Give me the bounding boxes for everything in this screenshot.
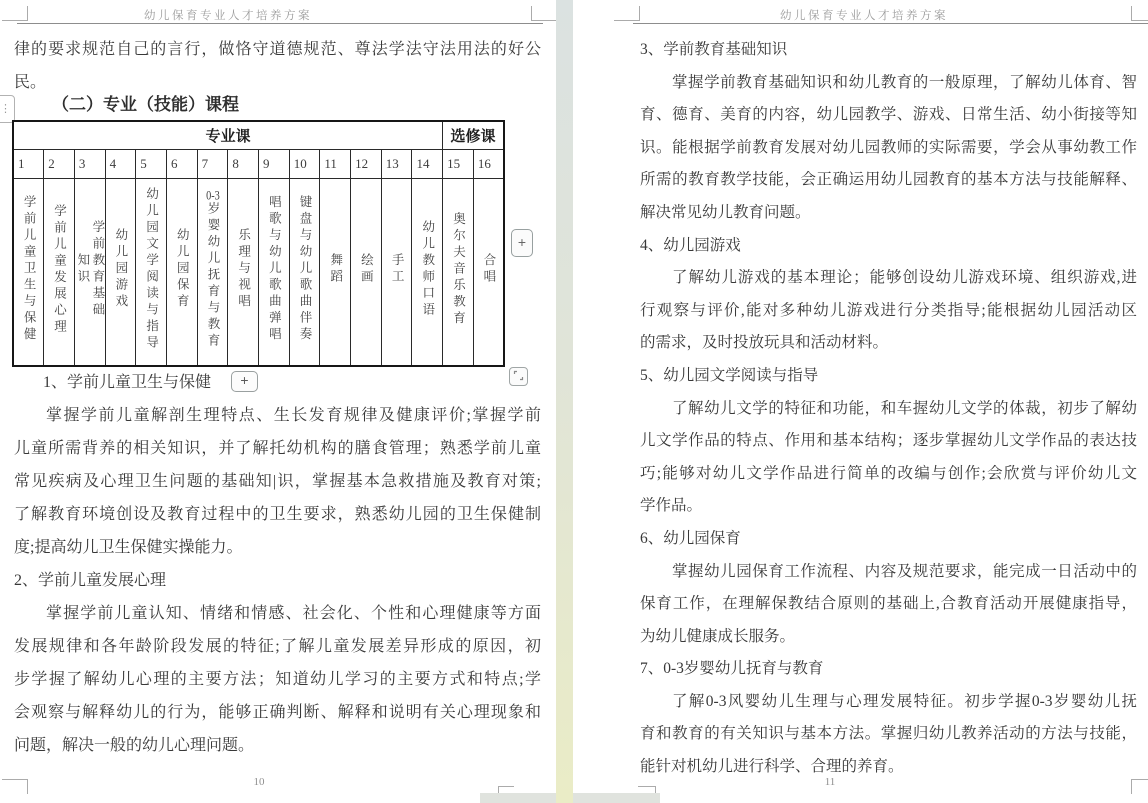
course-name: 舞蹈 bbox=[328, 253, 343, 286]
page-edge-shade bbox=[573, 793, 660, 803]
course-number-cell: 11 bbox=[320, 150, 351, 179]
course-cell bbox=[443, 179, 474, 367]
insert-button[interactable]: + bbox=[231, 371, 258, 392]
course-number-cell: 3 bbox=[74, 150, 105, 179]
course-cell bbox=[289, 179, 320, 367]
text-line: 了解幼儿文学的特征和功能，和车握幼儿文学的体裁，初步了解幼 bbox=[672, 399, 1137, 417]
text-line: 步学握了解幼儿心理的主要方法；知道幼儿学习的主要方式和特点;学 bbox=[14, 671, 541, 688]
course-cell bbox=[381, 179, 412, 367]
course-number-cell: 14 bbox=[412, 150, 443, 179]
course-name: 键盘与幼儿歌曲伴奏 bbox=[298, 195, 313, 344]
section-heading bbox=[14, 366, 541, 399]
body-text-block bbox=[640, 34, 1137, 784]
course-number-cell: 6 bbox=[166, 150, 197, 179]
section-heading-label: 5、幼儿园文学阅读与指导 bbox=[640, 366, 819, 384]
section-heading bbox=[640, 653, 1137, 686]
add-column-button[interactable]: + bbox=[511, 229, 533, 257]
course-name: 0-3岁婴幼儿抚育与教育 bbox=[205, 189, 220, 350]
course-number-cell: 1 bbox=[13, 150, 44, 179]
text-line: 行观察与评价,能对多种幼儿游戏进行分类指导;能根据幼儿园活动区 bbox=[640, 301, 1137, 319]
course-number-cell: 2 bbox=[44, 150, 75, 179]
text-line: 为幼儿健康成长服务。 bbox=[640, 627, 796, 645]
margin-mark-icon bbox=[614, 6, 640, 21]
section-heading-label: 7、0-3岁婴幼儿抚育与教育 bbox=[640, 660, 824, 678]
course-number-cell: 4 bbox=[105, 150, 136, 179]
page-left bbox=[0, 0, 556, 803]
text-line: 学作品。 bbox=[640, 497, 703, 515]
text-line: 所需的教育教学技能，会正确运用幼儿园教育的基本方法与技能解释、 bbox=[640, 171, 1137, 189]
course-cell bbox=[166, 179, 197, 367]
text-line: 问题，解决一般的幼儿心理问题。 bbox=[14, 737, 255, 754]
course-name: 学前儿童卫生与保健 bbox=[22, 195, 37, 344]
text-line: 保育工作，在理解保教结合原则的基础上,合教育活动开展健康指导， bbox=[640, 595, 1137, 613]
page-number: 11 bbox=[824, 776, 836, 788]
text-line: 了解幼儿游戏的基本理论；能够创设幼儿游戏环境、组织游戏,进 bbox=[672, 269, 1137, 287]
text-line: 发展规律和各年龄阶段发展的特征;了解儿童发展差异形成的原因，初 bbox=[14, 638, 541, 655]
page-gap bbox=[556, 0, 573, 803]
text-line: 掌握学前儿童解剖生理特点、生长发育规律及健康评价;掌握学前 bbox=[46, 407, 541, 424]
course-group-header: 选修课 bbox=[443, 121, 504, 150]
course-group-header: 专业课 bbox=[13, 121, 443, 150]
course-name: 奥尔夫音乐教育 bbox=[451, 211, 466, 328]
text-line: 掌握学前教育基础知识和幼儿教育的一般原理，了解幼儿体育、智 bbox=[672, 73, 1137, 91]
course-name: 幼儿园游戏 bbox=[113, 228, 128, 311]
course-cell bbox=[473, 179, 504, 367]
text-line: 常见疾病及心理卫生问题的基础知|识，掌握基本急救措施及教育对策; bbox=[14, 473, 541, 490]
course-name: 合唱 bbox=[481, 253, 496, 286]
section-heading bbox=[640, 230, 1137, 263]
text-line: 的需求，及时投放玩具和活动材料。 bbox=[640, 334, 889, 352]
course-name: 幼儿园保育 bbox=[175, 228, 190, 311]
text-line: 育、德育、美育的内容，幼儿园教学、游戏、日常生活、幼小街接等知 bbox=[640, 106, 1137, 124]
course-number-cell: 13 bbox=[381, 150, 412, 179]
course-name: 幼儿园文学阅读与指导 bbox=[144, 187, 159, 352]
text-line: 儿童所需背养的相关知识，并了解托幼机构的膳食管理；熟悉学前儿童 bbox=[14, 440, 541, 457]
page-header: 幼儿保育专业人才培养方案 bbox=[780, 10, 948, 22]
text-line: 巧;能够对幼儿文学作品进行简单的改编与创作;会欣赏与评价幼儿文 bbox=[640, 464, 1137, 482]
course-cell bbox=[228, 179, 259, 367]
text-line: 识。能根据学前教育发展对幼儿园教师的实际需要，学会从事幼教工作 bbox=[640, 138, 1137, 156]
section-heading bbox=[640, 360, 1137, 393]
page-header: 幼儿保育专业人才培养方案 bbox=[144, 10, 312, 22]
course-cell bbox=[412, 179, 443, 367]
section-heading-label: 2、学前儿童发展心理 bbox=[14, 572, 167, 589]
table-select-handle[interactable]: ⋮ bbox=[0, 95, 15, 123]
course-name: 幼儿教师口语 bbox=[420, 220, 435, 319]
course-cell bbox=[105, 179, 136, 367]
course-number-cell: 8 bbox=[228, 150, 259, 179]
text-line: 会观察与解释幼儿的行为，能够正确判断、解释和说明有关心理现象和 bbox=[14, 704, 541, 721]
text-line: 掌握学前儿童认知、情绪和情感、社会化、个性和心理健康等方面 bbox=[46, 605, 541, 622]
text-line: 度;提高幼儿卫生保健实操能力。 bbox=[14, 539, 243, 556]
margin-mark-icon bbox=[2, 6, 28, 21]
section-heading bbox=[640, 34, 1137, 67]
course-number-cell: 15 bbox=[443, 150, 474, 179]
course-name: 唱歌与幼儿歌曲弹唱 bbox=[267, 195, 282, 344]
header-divider bbox=[633, 23, 1148, 24]
section-heading-label: 3、学前教育基础知识 bbox=[640, 41, 788, 58]
combined-digits: 0-3 bbox=[206, 189, 220, 202]
section-heading: （二）专业（技能）课程 bbox=[52, 95, 239, 114]
course-name: 乐理与视唱 bbox=[236, 228, 251, 311]
text-line: 掌握幼儿园保育工作流程、内容及规范要求，能完成一日活动中的 bbox=[672, 562, 1137, 580]
course-number-cell: 12 bbox=[351, 150, 382, 179]
course-table bbox=[12, 120, 505, 367]
page-number: 10 bbox=[253, 776, 265, 788]
text-line: 了解0-3风婴幼儿生理与心理发展特征。初步学握0-3岁婴幼儿抚 bbox=[672, 692, 1137, 710]
course-number-cell: 9 bbox=[259, 150, 290, 179]
paragraph-block bbox=[14, 33, 541, 99]
section-heading bbox=[640, 523, 1137, 556]
text-line: 儿文学作品的特点、作用和基本结构；逐步掌握幼儿文学作品的表达技 bbox=[640, 432, 1137, 450]
section-heading-label: 4、幼儿园游戏 bbox=[640, 236, 741, 254]
margin-mark-icon bbox=[531, 6, 557, 21]
text-line: 律的要求规范自己的言行，做恪守道德规范、尊法学法守法用法的好公 bbox=[14, 41, 541, 58]
body-text-block bbox=[14, 366, 541, 762]
course-cell bbox=[351, 179, 382, 367]
course-number-cell: 10 bbox=[289, 150, 320, 179]
text-line: 了解教育环境创设及教育过程中的卫生要求，熟悉幼儿园的卫生保健制 bbox=[14, 506, 541, 523]
section-heading-label: 6、幼儿园保育 bbox=[640, 529, 741, 547]
section-heading bbox=[14, 564, 541, 597]
course-name: 手工 bbox=[390, 253, 405, 286]
text-line: 能针对机幼儿进行科学、合理的养育。 bbox=[640, 758, 904, 776]
text-line: 解决常见幼儿教育问题。 bbox=[640, 203, 811, 221]
section-heading-label: 1、学前儿童卫生与保健 bbox=[43, 374, 212, 391]
course-number-cell: 5 bbox=[136, 150, 167, 179]
course-number-cell: 16 bbox=[473, 150, 504, 179]
page-right bbox=[573, 0, 1148, 803]
course-cell bbox=[74, 179, 105, 367]
course-cell bbox=[13, 179, 44, 367]
course-cell bbox=[320, 179, 351, 367]
course-cell bbox=[259, 179, 290, 367]
text-line: 民。 bbox=[14, 74, 47, 91]
margin-mark-icon bbox=[1131, 6, 1148, 21]
course-cell bbox=[136, 179, 167, 367]
course-cell bbox=[197, 179, 228, 367]
course-name: 绘画 bbox=[359, 253, 374, 286]
course-name: 学前儿童发展心理 bbox=[52, 203, 67, 336]
text-line: 育和教育的有关知识与基本方法。掌握归幼儿教养活动的方法与技能， bbox=[640, 725, 1137, 743]
course-cell bbox=[44, 179, 75, 367]
header-divider bbox=[17, 23, 543, 24]
page-edge-shade bbox=[480, 793, 556, 803]
course-number-cell: 7 bbox=[197, 150, 228, 179]
course-name: 学前教育基础知识 bbox=[75, 220, 105, 319]
